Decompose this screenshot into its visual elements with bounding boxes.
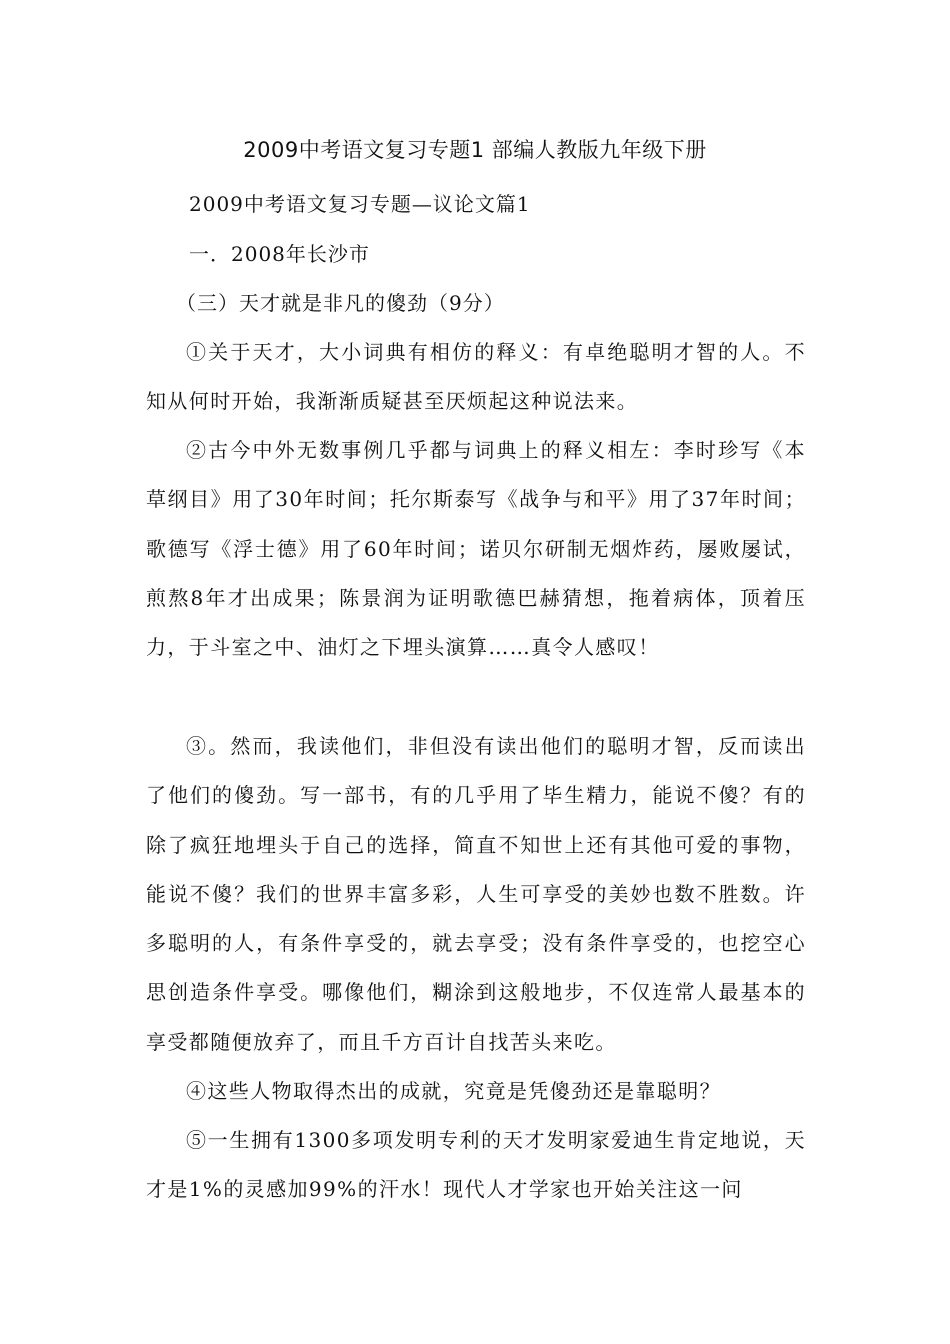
paragraph-1: ①关于天才，大小词典有相仿的释义：有卓绝聪明才智的人。不知从何时开始，我渐渐质疑甚至厌烦起这种说法来。 (146, 340, 806, 414)
section-heading: 一．2008年长沙市 (189, 242, 370, 266)
paragraph-5: ⑤一生拥有1300多项发明专利的天才发明家爱迪生肯定地说，天才是1%的灵感加99%的汗水！现代人才学家也开始关注这一问 (146, 1128, 806, 1202)
document-subtitle: 2009中考语文复习专题—议论文篇1 (189, 192, 531, 216)
paragraph-4: ④这些人物取得杰出的成就，究竟是凭傻劲还是靠聪明？ (186, 1079, 721, 1103)
article-heading: （三）天才就是非凡的傻劲（9分） (176, 291, 505, 315)
paragraph-3: ③。然而，我读他们，非但没有读出他们的聪明才智，反而读出了他们的傻劲。写一部书，有的几乎用了毕生精力，能说不傻？有的除了疯狂地埋头于自己的选择，简直不知世上还有其他可爱的事物，能说不傻？我们的世界丰富多彩，人生可享受的美妙也数不胜数。许多聪明的人，有条件享受的，就去享受；没有条件享受的，也挖空心思创造条件享受。哪像他们，糊涂到这般地步，不仅连常人最基本的享受都随便放弃了，而且千方百计自找苦头来吃。 (146, 734, 806, 1054)
paragraph-2: ②古今中外无数事例几乎都与词典上的释义相左：李时珍写《本草纲目》用了30年时间；托尔斯泰写《战争与和平》用了37年时间；歌德写《浮士德》用了60年时间；诺贝尔研制无烟炸药，屡败屡试，煎熬8年才出成果；陈景润为证明歌德巴赫猜想，拖着病体，顶着压力，于斗室之中、油灯之下埋头演算……真令人感叹！ (146, 438, 806, 660)
document-title: 2009中考语文复习专题1 部编人教版九年级下册 (243, 138, 707, 162)
